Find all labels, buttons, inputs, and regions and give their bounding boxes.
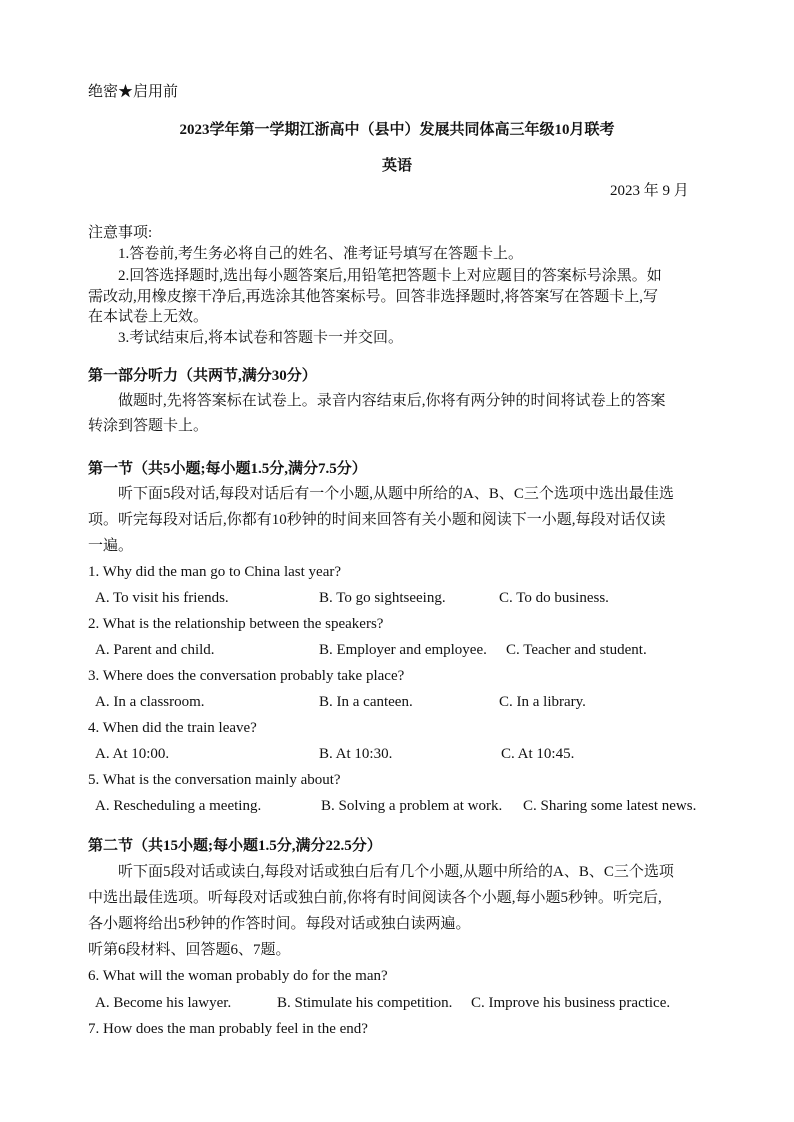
option-c: C. Teacher and student. [506,642,647,658]
question-stem: 4. When did the train leave? [88,720,257,736]
subject-title: 英语 [381,158,412,174]
option-c: C. Sharing some latest news. [523,798,697,814]
option-b: B. Solving a problem at work. [321,798,503,814]
note-item-3: 3.考试结束后,将本试卷和答题卡一并交回。 [118,330,404,346]
question-stem: 1. Why did the man go to China last year? [88,564,342,580]
notes-heading: 注意事项: [88,225,153,241]
section1-instruction-line-1: 听下面5段对话,每段对话后有一个小题,从题中所给的A、B、C三个选项中选出最佳选 [118,486,674,502]
note-item-2-line-3: 在本试卷上无效。 [88,309,209,325]
option-a: A. Parent and child. [95,642,215,658]
question-stem: 6. What will the woman probably do for the man? [88,968,388,984]
question-stem: 3. Where does the conversation probably take place? [88,668,405,684]
section2-heading: 第二节（共15小题;每小题1.5分,满分22.5分） [88,838,382,854]
option-b: B. At 10:30. [319,746,393,762]
part1-instruction-line-1: 做题时,先将答案标在试卷上。录音内容结束后,你将有两分钟的时间将试卷上的答案 [118,393,666,409]
question-stem: 7. How does the man probably feel in the end? [88,1021,368,1037]
material-6-label: 听第6段材料、回答题6、7题。 [88,942,291,958]
question-stem: 5. What is the conversation mainly about? [88,772,341,788]
confidential-label: 绝密★启用前 [88,84,179,100]
question-stem: 2. What is the relationship between the speakers? [88,616,384,632]
part1-instruction-line-2: 转涂到答题卡上。 [88,418,209,434]
option-b: B. Stimulate his competition. [277,995,453,1011]
section2-instruction-line-2: 中选出最佳选项。听每段对话或独白前,你将有时间阅读各个小题,每小题5秒钟。听完后, [88,890,662,906]
note-item-2-line-1: 2.回答选择题时,选出每小题答案后,用铅笔把答题卡上对应题目的答案标号涂黑。如 [118,268,662,284]
section1-instruction-line-2: 项。听完每段对话后,你都有10秒钟的时间来回答有关小题和阅读下一小题,每段对话仅读 [88,512,666,528]
part1-heading: 第一部分听力（共两节,满分30分） [88,368,317,384]
note-item-2-line-2: 需改动,用橡皮擦干净后,再选涂其他答案标号。回答非选择题时,将答案写在答题卡上,写 [88,289,659,305]
option-c: C. Improve his business practice. [471,995,671,1011]
option-a: A. To visit his friends. [95,590,229,606]
option-b: B. To go sightseeing. [319,590,446,606]
option-c: C. To do business. [499,590,609,606]
option-b: B. Employer and employee. [319,642,487,658]
exam-date: 2023 年 9 月 [610,183,689,199]
option-a: A. Rescheduling a meeting. [95,798,262,814]
section2-instruction-line-3: 各小题将给出5秒钟的作答时间。每段对话或独白读两遍。 [88,916,471,932]
option-a: A. In a classroom. [95,694,205,710]
section2-instruction-line-1: 听下面5段对话或读白,每段对话或独白后有几个小题,从题中所给的A、B、C三个选项 [118,864,674,880]
exam-title: 2023学年第一学期江浙高中（县中）发展共同体高三年级10月联考 [179,122,615,138]
option-b: B. In a canteen. [319,694,413,710]
option-c: C. In a library. [499,694,586,710]
section1-instruction-line-3: 一遍。 [88,538,134,554]
section1-heading: 第一节（共5小题;每小题1.5分,满分7.5分） [88,461,367,477]
option-c: C. At 10:45. [501,746,575,762]
note-item-1: 1.答卷前,考生务必将自己的姓名、准考证号填写在答题卡上。 [118,246,524,262]
option-a: A. Become his lawyer. [95,995,232,1011]
option-a: A. At 10:00. [95,746,170,762]
